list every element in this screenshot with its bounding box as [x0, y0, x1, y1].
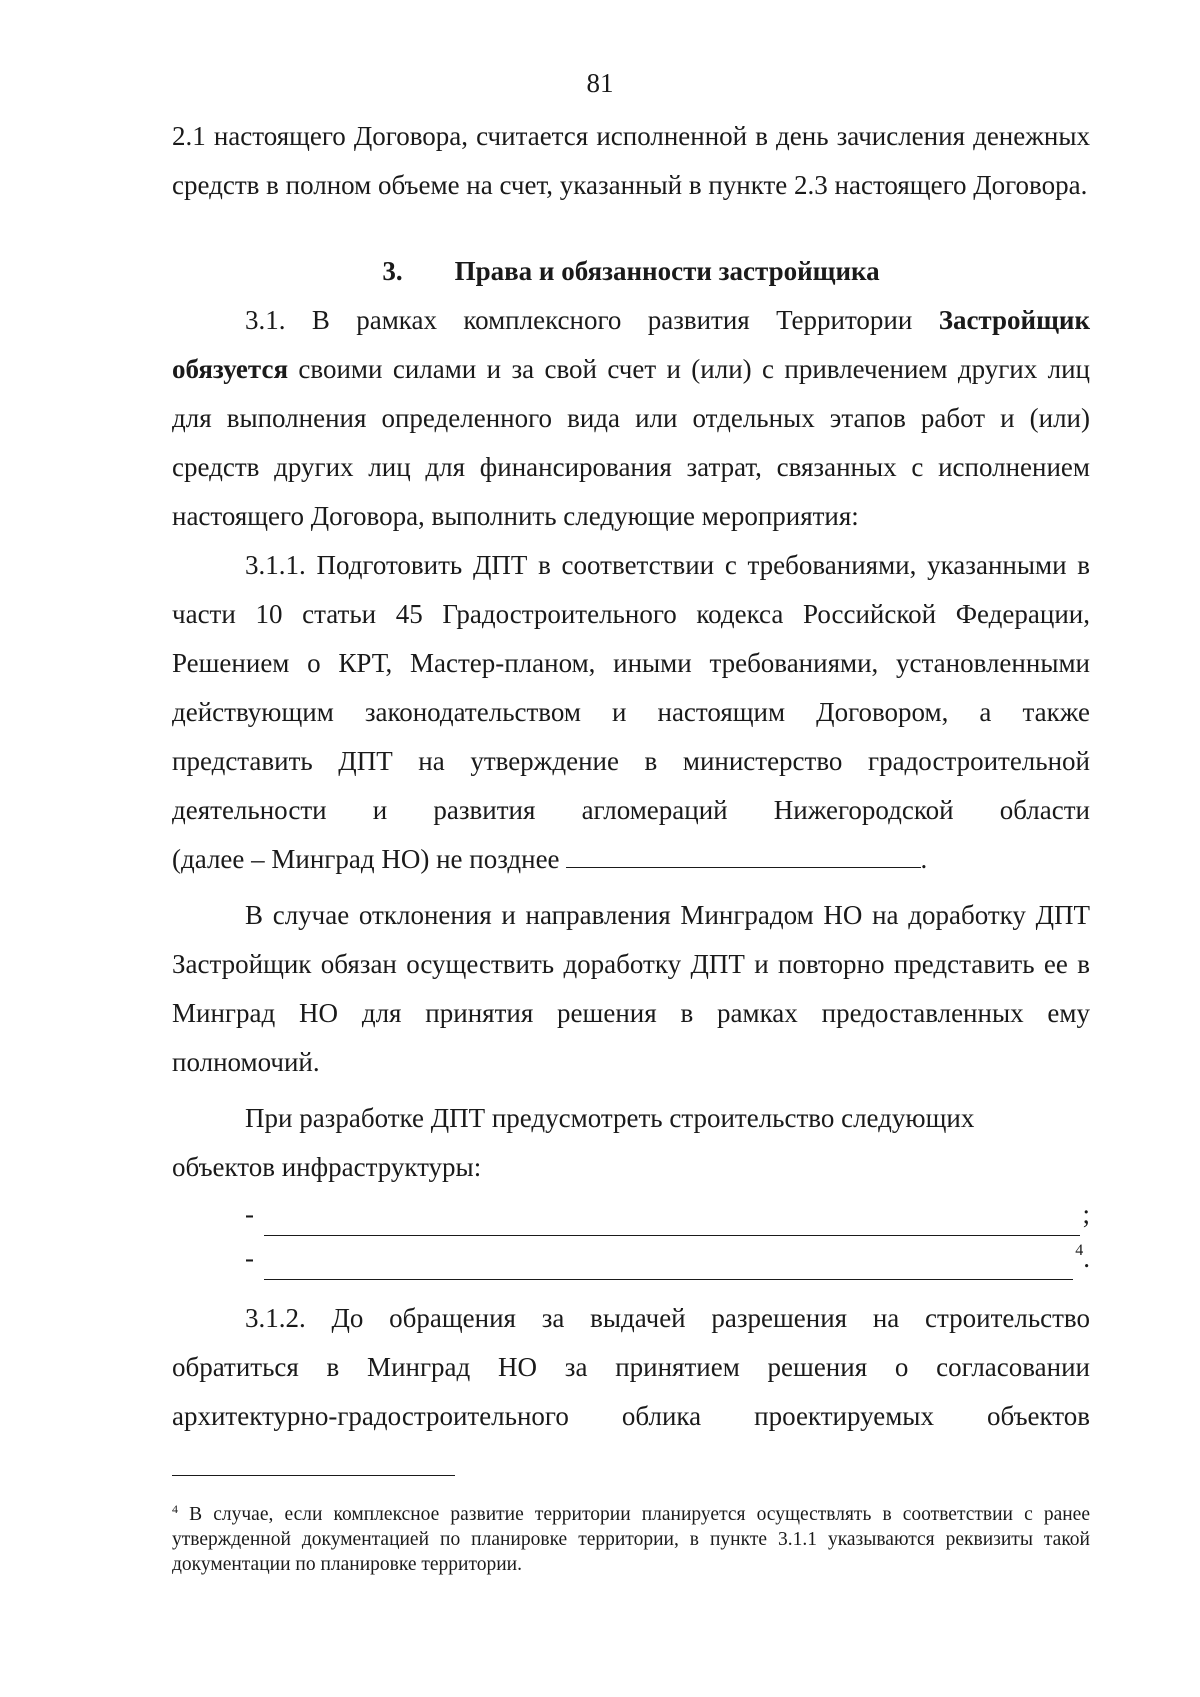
deadline-label: (далее – Минград НО) не позднее: [172, 844, 560, 874]
intro-paragraph: 2.1 настоящего Договора, считается исполненной в день зачисления денежных средств в полном объеме на счет, указанный в пункте 2.3 настоящего Договора.: [172, 121, 1090, 200]
footnote-mark: 4: [172, 1502, 178, 1516]
footnote-separator: [172, 1475, 455, 1476]
document-body: [172, 112, 1090, 1441]
paragraph-infrastructure-line1: При разработке ДПТ предусмотреть строительство следующих: [245, 1103, 975, 1133]
paragraph-3-1-2: 3.1.2. До обращения за выдачей разрешения на строительство обратиться в Минград НО за принятием решения о согласовании архитектурно-градостроительного облика проектируемых объектов: [172, 1303, 1090, 1431]
page-number: 81: [586, 68, 614, 98]
footnote-reference[interactable]: 4: [1075, 1242, 1084, 1259]
deadline-period: .: [920, 844, 928, 874]
section-title: Права и обязанности застройщика: [454, 256, 880, 286]
infrastructure-blank-field[interactable]: [264, 1249, 1073, 1280]
list-end-semicolon: ;: [1082, 1199, 1090, 1229]
infrastructure-list-item: [245, 1192, 1090, 1236]
paragraph-revision: В случае отклонения и направления Минградом НО на доработку ДПТ Застройщик обязан осуществить доработку ДПТ и повторно представить ее в Минград НО для принятия решения в рамках предоставленных ему полномочий.: [172, 900, 1090, 1077]
paragraph-3-1-1-deadline: [172, 835, 1090, 884]
footnote: [172, 1502, 1090, 1577]
section-number: 3.: [382, 256, 403, 286]
paragraph-infrastructure-line2: объектов инфраструктуры:: [172, 1152, 482, 1182]
paragraph-3-1-bold: Застройщик обязуется: [172, 305, 1090, 384]
section-heading: [172, 247, 1090, 296]
paragraph-3-1-1: 3.1.1. Подготовить ДПТ в соответствии с требованиями, указанными в части 10 статьи 45 Градостроительного кодекса Российской Федерации, Решением о КРТ, Мастер-планом, иными требованиями, установленными действующим законодательством и настоящим Договором, а также представить ДПТ на утверждение в министерство градостроительной деятельности и развития агломераций Нижегородской области: [172, 550, 1090, 825]
list-dash: -: [245, 1199, 254, 1229]
paragraph-3-1-prefix: 3.1. В рамках комплексного развития Территории: [245, 305, 939, 335]
deadline-blank-field[interactable]: [566, 845, 921, 868]
list-dash: -: [245, 1243, 254, 1273]
paragraph-3-1: [172, 296, 1090, 541]
paragraph-3-1-rest: своими силами и за свой счет и (или) с привлечением других лиц для выполнения определенного вида или отдельных этапов работ и (или) средств других лиц для финансирования затрат, связанных с исполнением настоящего Договора, выполнить следующие мероприятия:: [172, 354, 1090, 531]
list-end-footnote: $^4$.: [1075, 1242, 1090, 1273]
infrastructure-blank-field[interactable]: [264, 1205, 1080, 1236]
footnote-text: В случае, если комплексное развитие территории планируется осуществлять в соответствии с ранее утвержденной документацией по планировке территории, в пункте 3.1.1 указываются реквизиты такой документации по планировке территории.: [172, 1504, 1090, 1575]
infrastructure-list-item: [245, 1236, 1090, 1280]
